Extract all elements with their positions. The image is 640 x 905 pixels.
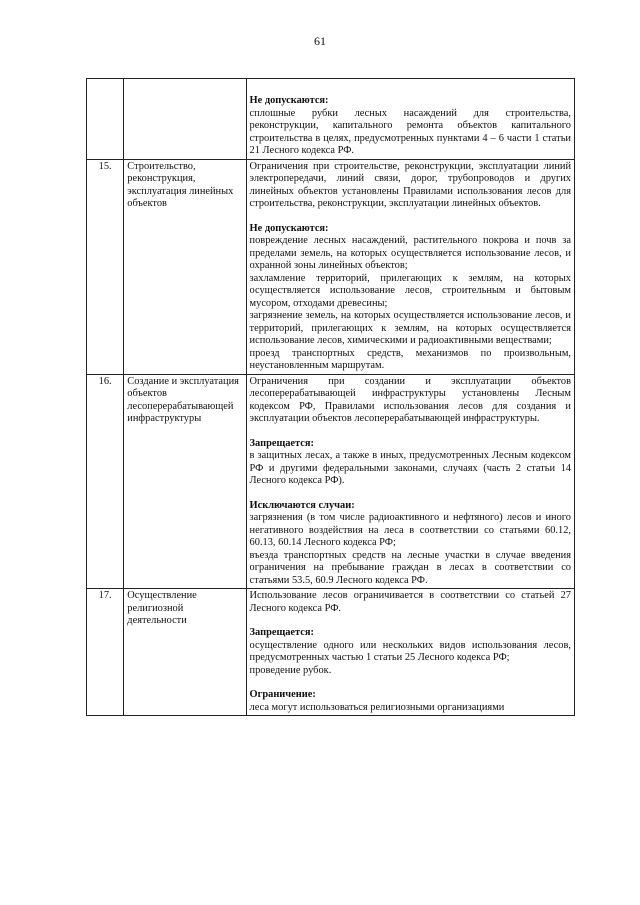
block-heading: Не допускаются: xyxy=(249,95,329,106)
block-spacer xyxy=(250,488,571,500)
block-heading: Запрещается: xyxy=(249,627,314,638)
block-paragraph: в защитных лесах, а также в иных, предусмотренных Лесным кодексом РФ и другими федеральными законами, случаях (часть 2 статьи 14 Лесного кодекса РФ). xyxy=(249,450,571,486)
table-body xyxy=(87,79,575,716)
block-paragraph: сплошные рубки лесных насаждений для строительства, реконструкции, капитального ремонта объектов капитального строительства в целях, предусмотренных пунктами 4 – 6 части 1 статьи 21 Лесного кодекса РФ. xyxy=(249,107,571,156)
block-paragraph: Ограничения при создании и эксплуатации объектов лесоперерабатывающей инфраструктуры установлены Лесным кодексом РФ, Правилами использования лесов для создания и эксплуатации объектов лесоперерабатывающей инфраструктуры. xyxy=(249,375,571,424)
block-paragraph: Ограничения при строительстве, реконструкции, эксплуатации линий электропередачи, линий связи, дорог, трубопроводов и других линейных объектов установлены Правилами использования лесов для строительства, реконструкции, эксплуатации линейных объектов. xyxy=(249,160,571,209)
block-paragraph: осуществление одного или нескольких видов использования лесов, предусмотренных частью 1 статьи 25 Лесного кодекса РФ; xyxy=(249,639,571,663)
block-heading: Исключаются случаи: xyxy=(249,499,355,511)
activity-name: Осуществление религиозной деятельности xyxy=(127,590,197,626)
row-number: 15. xyxy=(87,159,124,374)
block-paragraph: проведение рубок. xyxy=(249,664,332,676)
activity-cell xyxy=(124,589,246,716)
table-row xyxy=(87,589,575,716)
activity-cell xyxy=(124,79,246,160)
activity-name: Строительство, реконструкция, эксплуатация линейных объектов xyxy=(127,160,234,209)
page-number: 61 xyxy=(314,34,326,48)
table-row xyxy=(87,374,575,589)
block-heading: Ограничение: xyxy=(249,689,316,700)
block-paragraph: Использование лесов ограничивается в соответствии со статьей 27 Лесного кодекса РФ. xyxy=(249,590,571,614)
row-number: 16. xyxy=(87,374,124,589)
block-heading: Запрещается: xyxy=(249,437,314,449)
restrictions-cell xyxy=(246,159,574,374)
activity-name: Создание и эксплуатация объектов лесоперерабатывающей инфраструктуры xyxy=(127,375,239,424)
block-spacer xyxy=(250,211,571,223)
block-paragraph: повреждение лесных насаждений, растительного покрова и почв за пределами земель, на которых осуществляется использование лесов, и охранной зоны линейных объектов; xyxy=(249,235,571,271)
row-number: 17. xyxy=(87,589,124,716)
table-row xyxy=(87,159,575,374)
table-row xyxy=(87,79,575,160)
block-spacer xyxy=(250,426,571,438)
block-spacer xyxy=(250,615,571,627)
restrictions-cell xyxy=(246,589,574,716)
block-paragraph: загрязнение земель, на которых осуществляется использование лесов, и территорий, прилегающих к землям, на которых осуществляется использование лесов, химическими и радиоактивными веществами; xyxy=(249,310,571,346)
block-spacer xyxy=(250,677,571,689)
restrictions-cell xyxy=(246,79,574,160)
activity-cell xyxy=(124,159,246,374)
block-paragraph: проезд транспортных средств, механизмов по произвольным, неустановленным маршрутам. xyxy=(249,347,571,371)
restrictions-table xyxy=(86,78,575,716)
block-paragraph: въезда транспортных средств на лесные участки в случае введения ограничения на пребывание граждан в лесах в соответствии со статьями 53.5, 60.9 Лесного кодекса РФ. xyxy=(249,549,571,586)
block-heading: Не допускаются: xyxy=(249,222,329,234)
block-paragraph: захламление территорий, прилегающих к землям, на которых осуществляется использование лесов, строительным и бытовым мусором, отходами древесины; xyxy=(249,272,571,309)
restrictions-cell xyxy=(246,374,574,589)
block-paragraph: леса могут использоваться религиозными организациями xyxy=(249,701,505,713)
activity-cell xyxy=(124,374,246,589)
row-number xyxy=(87,79,124,160)
block-paragraph: загрязнения (в том числе радиоактивного и нефтяного) лесов и иного негативного воздействия на леса в соответствии со статьями 60.12, 60.13, 60.14 Лесного кодекса РФ; xyxy=(249,512,571,548)
